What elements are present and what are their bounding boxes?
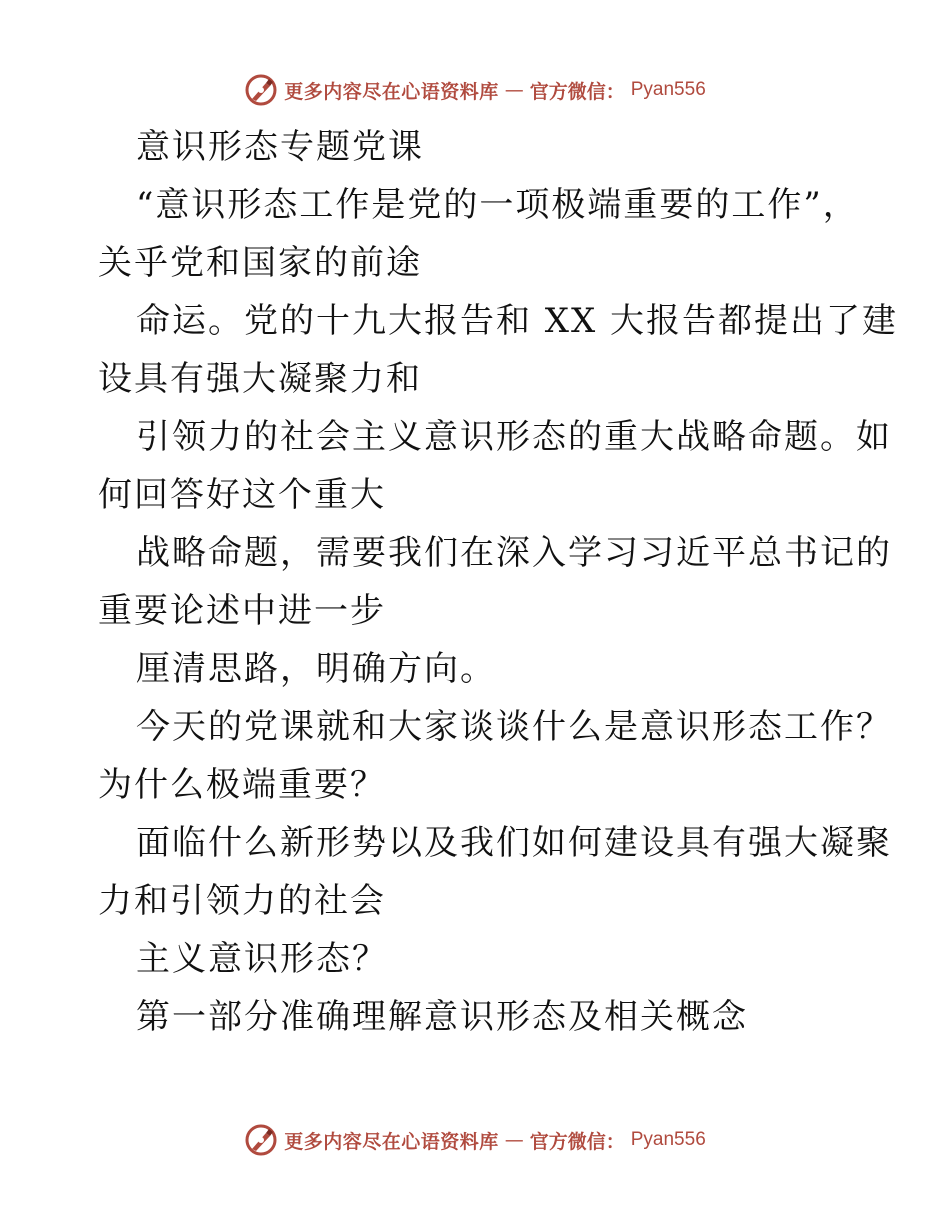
text-line: 面临什么新形势以及我们如何建设具有强大凝聚 — [136, 823, 892, 863]
banner-wechat-id: Pyan556 — [630, 79, 706, 100]
banner-separator: — — [504, 79, 524, 101]
document-body — [98, 118, 899, 1046]
banner-separator: — — [504, 1129, 524, 1151]
pen-logo-icon — [244, 73, 278, 107]
banner-site-text: 更多内容尽在心语资料库 — [284, 1130, 499, 1153]
text-line: 关乎党和国家的前途 — [98, 243, 422, 283]
text-line: 何回答好这个重大 — [98, 475, 386, 515]
text-line: 力和引领力的社会 — [98, 881, 386, 921]
pen-logo-icon — [244, 1123, 278, 1157]
text-line: 主义意识形态？ — [136, 939, 388, 979]
text-line: 引领力的社会主义意识形态的重大战略命题。如 — [136, 417, 892, 457]
section-heading: 第一部分准确理解意识形态及相关概念 — [136, 997, 748, 1037]
banner-official-label: 官方微信： — [529, 80, 625, 103]
text-line: 厘清思路，明确方向。 — [136, 649, 496, 689]
footer-banner — [0, 1120, 950, 1160]
header-banner — [0, 70, 950, 110]
banner-site-text: 更多内容尽在心语资料库 — [284, 80, 499, 103]
text-line: “意识形态工作是党的一项极端重要的工作”， — [136, 185, 859, 225]
document-title: 意识形态专题党课 — [136, 127, 424, 167]
text-line: 为什么极端重要？ — [98, 765, 386, 805]
text-line: 命运。党的十九大报告和 XX 大报告都提出了建 — [136, 301, 899, 341]
text-line: 战略命题，需要我们在深入学习习近平总书记的 — [136, 533, 892, 573]
banner-wechat-id: Pyan556 — [630, 1129, 706, 1150]
text-line: 今天的党课就和大家谈谈什么是意识形态工作？ — [136, 707, 892, 747]
text-line: 设具有强大凝聚力和 — [98, 359, 422, 399]
banner-official-label: 官方微信： — [529, 1130, 625, 1153]
text-line: 重要论述中进一步 — [98, 591, 386, 631]
